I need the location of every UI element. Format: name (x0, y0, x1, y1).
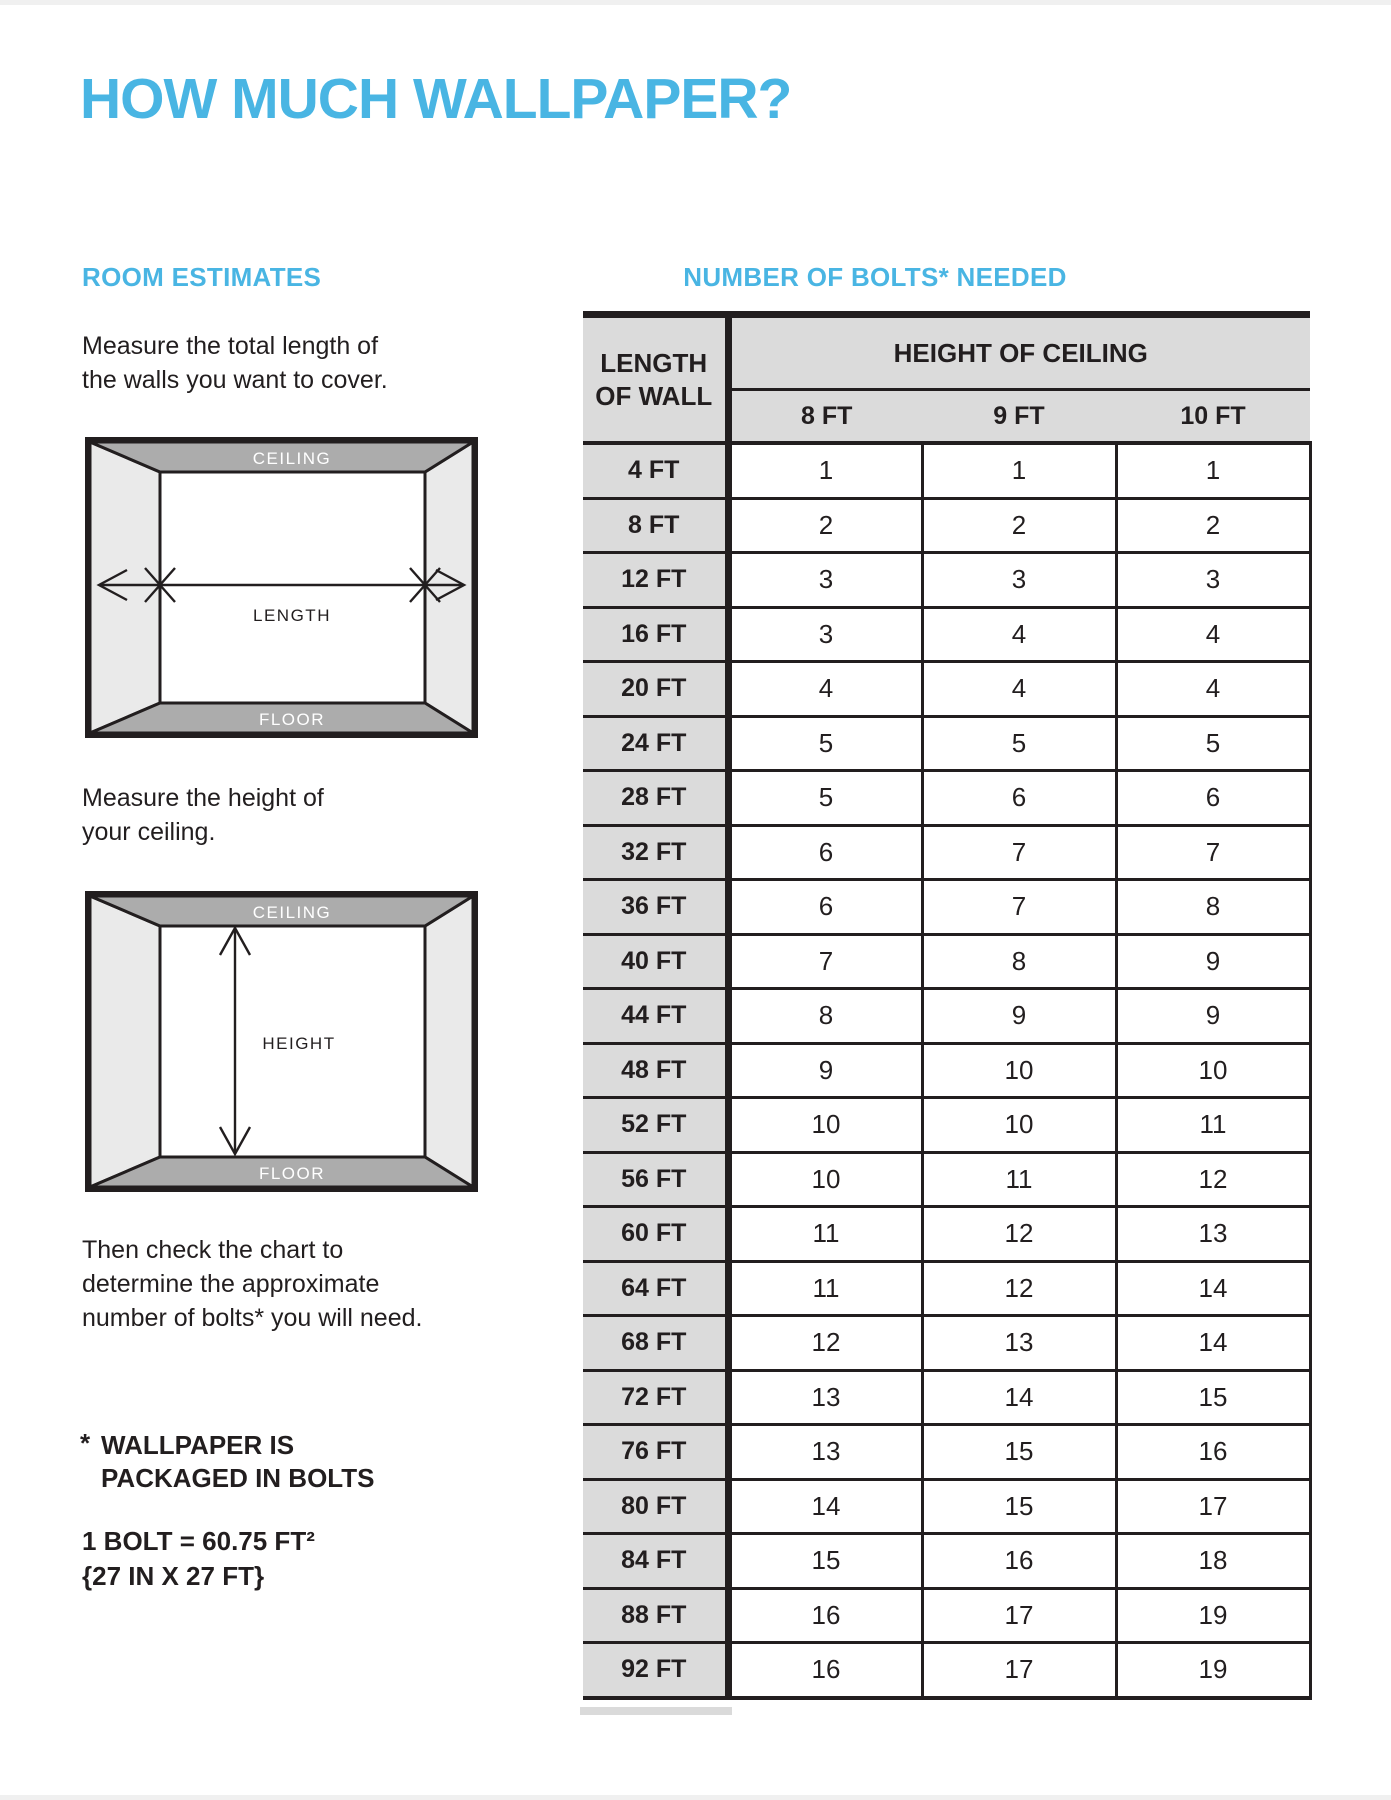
row-length-label: 12 FT (583, 553, 728, 608)
column-header-8ft: 8 FT (728, 390, 922, 444)
bolts-needed-table (583, 311, 1312, 1700)
bolt-count-cell: 6 (728, 880, 922, 935)
bolt-count-cell: 15 (922, 1425, 1116, 1480)
bolt-count-cell: 6 (1116, 771, 1310, 826)
row-length-label: 36 FT (583, 880, 728, 935)
table-row (583, 662, 1310, 717)
bolt-count-cell: 9 (922, 989, 1116, 1044)
height-label: HEIGHT (262, 1034, 336, 1053)
bolt-count-cell: 14 (922, 1370, 1116, 1425)
bolt-count-cell: 14 (1116, 1261, 1310, 1316)
bolt-count-cell: 1 (1116, 443, 1310, 498)
bolt-count-cell: 15 (728, 1534, 922, 1589)
bolt-count-cell: 12 (922, 1207, 1116, 1262)
bolt-count-cell: 11 (922, 1152, 1116, 1207)
table-row (583, 1043, 1310, 1098)
bolt-count-cell: 10 (728, 1152, 922, 1207)
bolt-count-cell: 6 (728, 825, 922, 880)
bolt-count-cell: 4 (1116, 607, 1310, 662)
table-row (583, 1316, 1310, 1371)
row-length-label: 24 FT (583, 716, 728, 771)
table-row (583, 771, 1310, 826)
bolt-count-cell: 7 (922, 825, 1116, 880)
row-length-label: 84 FT (583, 1534, 728, 1589)
bolt-count-cell: 9 (1116, 934, 1310, 989)
table-row (583, 1643, 1310, 1698)
column-header-9ft: 9 FT (922, 390, 1116, 444)
bolt-count-cell: 5 (728, 716, 922, 771)
table-row (583, 1479, 1310, 1534)
bolt-count-cell: 13 (922, 1316, 1116, 1371)
bolt-count-cell: 7 (728, 934, 922, 989)
bolt-count-cell: 13 (728, 1370, 922, 1425)
row-length-label: 52 FT (583, 1098, 728, 1153)
footnote-line1: WALLPAPER IS (101, 1430, 295, 1460)
length-of-wall-header (583, 315, 728, 444)
table-row (583, 1261, 1310, 1316)
table-row (583, 989, 1310, 1044)
floor-label: FLOOR (258, 710, 326, 729)
bolt-count-cell: 19 (1116, 1643, 1310, 1698)
bolt-count-cell: 13 (1116, 1207, 1310, 1262)
bolt-count-cell: 3 (922, 553, 1116, 608)
bolt-count-cell: 1 (728, 443, 922, 498)
bolt-count-cell: 5 (922, 716, 1116, 771)
row-length-label: 64 FT (583, 1261, 728, 1316)
step3-line2: determine the approximate (82, 1270, 380, 1298)
bolt-count-cell: 17 (922, 1588, 1116, 1643)
bolt-count-cell: 9 (728, 1043, 922, 1098)
right-wall (425, 442, 473, 733)
bolt-count-cell: 5 (1116, 716, 1310, 771)
top-edge-line (0, 0, 1391, 5)
bolt-count-cell: 10 (922, 1043, 1116, 1098)
row-length-label: 60 FT (583, 1207, 728, 1262)
bolt-count-cell: 11 (1116, 1098, 1310, 1153)
row-length-label: 72 FT (583, 1370, 728, 1425)
bolt-count-cell: 3 (1116, 553, 1310, 608)
table-row (583, 1152, 1310, 1207)
left-wall (90, 896, 160, 1187)
bolt-count-cell: 14 (1116, 1316, 1310, 1371)
back-wall (160, 472, 425, 703)
footnote-line2: PACKAGED IN BOLTS (101, 1463, 375, 1493)
bolt-count-cell: 12 (922, 1261, 1116, 1316)
row-length-label: 68 FT (583, 1316, 728, 1371)
bolt-count-cell: 16 (922, 1534, 1116, 1589)
row-length-label: 92 FT (583, 1643, 728, 1698)
bolt-count-cell: 7 (922, 880, 1116, 935)
bolt-count-cell: 19 (1116, 1588, 1310, 1643)
bolt-count-cell: 1 (922, 443, 1116, 498)
bolt-count-cell: 4 (728, 662, 922, 717)
step1-line2: the walls you want to cover. (82, 366, 388, 394)
column-header-10ft: 10 FT (1116, 390, 1310, 444)
bolts-needed-heading: NUMBER OF BOLTS* NEEDED (683, 262, 1067, 292)
table-row (583, 1098, 1310, 1153)
bolt-count-cell: 15 (1116, 1370, 1310, 1425)
bolt-count-cell: 16 (728, 1643, 922, 1698)
bolt-count-cell: 16 (728, 1588, 922, 1643)
bolt-count-cell: 15 (922, 1479, 1116, 1534)
step2-line2: your ceiling. (82, 818, 216, 846)
table-bottom-shadow (580, 1707, 732, 1715)
row-length-label: 40 FT (583, 934, 728, 989)
bolt-count-cell: 10 (1116, 1043, 1310, 1098)
row-length-label: 76 FT (583, 1425, 728, 1480)
length-header-line2: OF WALL (595, 380, 713, 411)
bolt-count-cell: 12 (1116, 1152, 1310, 1207)
row-length-label: 48 FT (583, 1043, 728, 1098)
bolt-count-cell: 10 (922, 1098, 1116, 1153)
room-height-diagram (85, 891, 478, 1192)
bolt-count-cell: 7 (1116, 825, 1310, 880)
table-header-row-1 (583, 315, 1310, 390)
step3-line3: number of bolts* you will need. (82, 1304, 423, 1332)
table-row (583, 880, 1310, 935)
bolt-size-info (82, 1524, 315, 1594)
bolt-count-cell: 8 (1116, 880, 1310, 935)
bolts-footnote (80, 1429, 374, 1495)
row-length-label: 28 FT (583, 771, 728, 826)
row-length-label: 88 FT (583, 1588, 728, 1643)
step2-line1: Measure the height of (82, 784, 324, 812)
table-row (583, 607, 1310, 662)
floor-label: FLOOR (258, 1164, 326, 1183)
bolt-count-cell: 16 (1116, 1425, 1310, 1480)
table-row (583, 1207, 1310, 1262)
table-row (583, 553, 1310, 608)
bolt-count-cell: 2 (1116, 498, 1310, 553)
right-wall (425, 896, 473, 1187)
bolt-count-cell: 4 (922, 607, 1116, 662)
table-row (583, 716, 1310, 771)
row-length-label: 16 FT (583, 607, 728, 662)
row-length-label: 44 FT (583, 989, 728, 1044)
room-length-diagram (85, 437, 478, 738)
bolt-count-cell: 18 (1116, 1534, 1310, 1589)
footnote-asterisk: * (80, 1428, 91, 1458)
bolt-count-cell: 8 (922, 934, 1116, 989)
step3-line1: Then check the chart to (82, 1236, 344, 1264)
row-length-label: 8 FT (583, 498, 728, 553)
table-row (583, 1534, 1310, 1589)
bolt-table-body (583, 443, 1310, 1698)
bolt-count-cell: 14 (728, 1479, 922, 1534)
bolt-count-cell: 11 (728, 1261, 922, 1316)
table-row (583, 1370, 1310, 1425)
bolt-count-cell: 17 (1116, 1479, 1310, 1534)
bolt-count-cell: 9 (1116, 989, 1310, 1044)
length-label: LENGTH (253, 606, 331, 625)
bolt-count-cell: 5 (728, 771, 922, 826)
bolt-count-cell: 4 (1116, 662, 1310, 717)
bolt-count-cell: 11 (728, 1207, 922, 1262)
bolt-count-cell: 12 (728, 1316, 922, 1371)
bolt-count-cell: 8 (728, 989, 922, 1044)
step3-instruction (82, 1233, 422, 1335)
bolt-count-cell: 2 (922, 498, 1116, 553)
table-row (583, 934, 1310, 989)
bolt-count-cell: 2 (728, 498, 922, 553)
left-wall (90, 442, 160, 733)
room-estimates-heading: ROOM ESTIMATES (82, 262, 322, 292)
bolt-count-cell: 13 (728, 1425, 922, 1480)
bolt-dimensions: {27 IN X 27 FT} (82, 1561, 265, 1591)
bolt-count-cell: 3 (728, 607, 922, 662)
row-length-label: 56 FT (583, 1152, 728, 1207)
bolt-count-cell: 6 (922, 771, 1116, 826)
step1-instruction (82, 329, 388, 397)
row-length-label: 4 FT (583, 443, 728, 498)
row-length-label: 32 FT (583, 825, 728, 880)
row-length-label: 20 FT (583, 662, 728, 717)
ceiling-label: CEILING (252, 449, 332, 468)
bolt-count-cell: 10 (728, 1098, 922, 1153)
height-of-ceiling-header: HEIGHT OF CEILING (728, 315, 1310, 390)
step1-line1: Measure the total length of (82, 332, 379, 360)
page-title: HOW MUCH WALLPAPER? (80, 67, 792, 131)
table-row (583, 498, 1310, 553)
table-row (583, 825, 1310, 880)
bolt-count-cell: 17 (922, 1643, 1116, 1698)
step2-instruction (82, 781, 324, 849)
row-length-label: 80 FT (583, 1479, 728, 1534)
bottom-edge-line (0, 1795, 1391, 1800)
bolt-equation: 1 BOLT = 60.75 FT² (82, 1526, 315, 1556)
bolt-count-cell: 4 (922, 662, 1116, 717)
ceiling-label: CEILING (252, 903, 332, 922)
table-row (583, 443, 1310, 498)
table-row (583, 1425, 1310, 1480)
table-row (583, 1588, 1310, 1643)
bolt-count-cell: 3 (728, 553, 922, 608)
length-header-line1: LENGTH (600, 347, 708, 378)
